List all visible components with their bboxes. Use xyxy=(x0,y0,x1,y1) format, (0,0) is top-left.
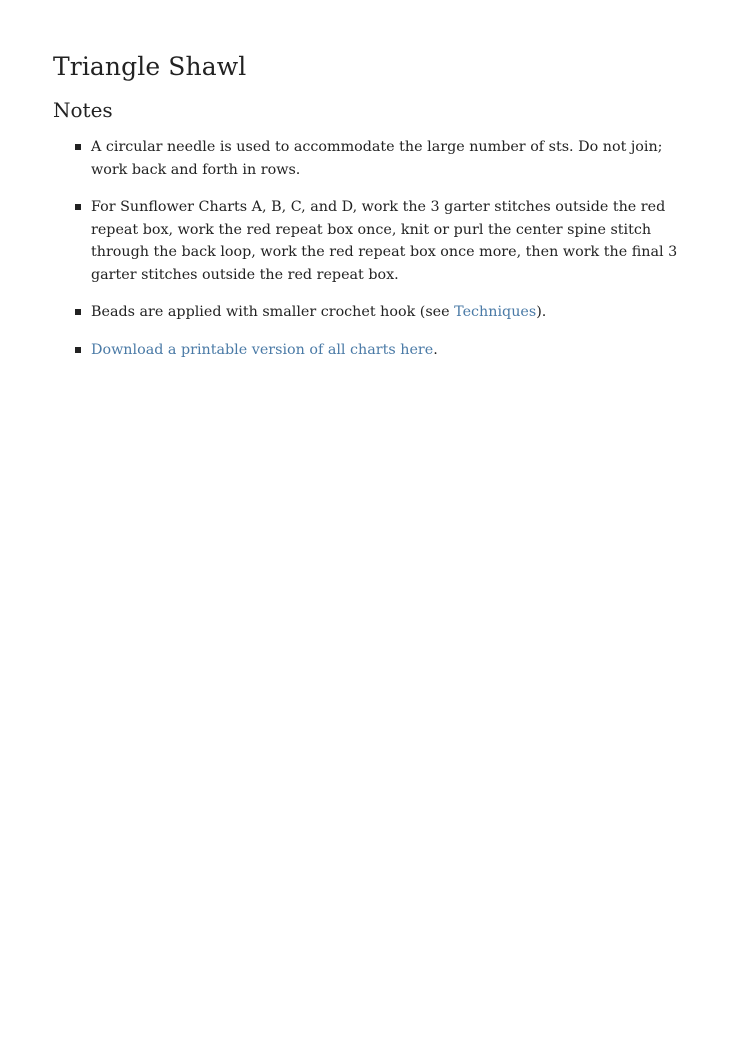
note-text: For Sunflower Charts A, B, C, and D, work the 3 garter stitches outside the red repeat box, work the red repeat box once, knit or purl the center spine stitch through the back loop, work the red repeat box once more, then work the final 3 garter stitches outside the red repeat box. xyxy=(91,199,678,283)
notes-list xyxy=(53,136,696,361)
square-bullet-icon xyxy=(75,144,81,150)
square-bullet-icon xyxy=(75,309,81,315)
page-title: Triangle Shawl xyxy=(53,52,247,81)
note-text-before-link: Beads are applied with smaller crochet hook (see xyxy=(91,304,455,320)
note-item-beads xyxy=(53,301,696,324)
note-item-download-charts xyxy=(53,339,696,362)
note-item-sunflower-charts xyxy=(53,196,696,286)
note-text-after-link: ). xyxy=(536,304,547,320)
note-text: A circular needle is used to accommodate the large number of sts. Do not join; work back and forth in rows. xyxy=(91,139,663,178)
techniques-link[interactable]: Techniques xyxy=(454,304,537,320)
note-text-after-link: . xyxy=(433,341,438,358)
square-bullet-icon xyxy=(75,204,81,210)
note-item-circular-needle xyxy=(53,136,696,181)
square-bullet-icon xyxy=(75,347,81,353)
download-charts-link[interactable]: Download a printable version of all charts here xyxy=(91,341,434,358)
notes-heading: Notes xyxy=(53,98,113,122)
